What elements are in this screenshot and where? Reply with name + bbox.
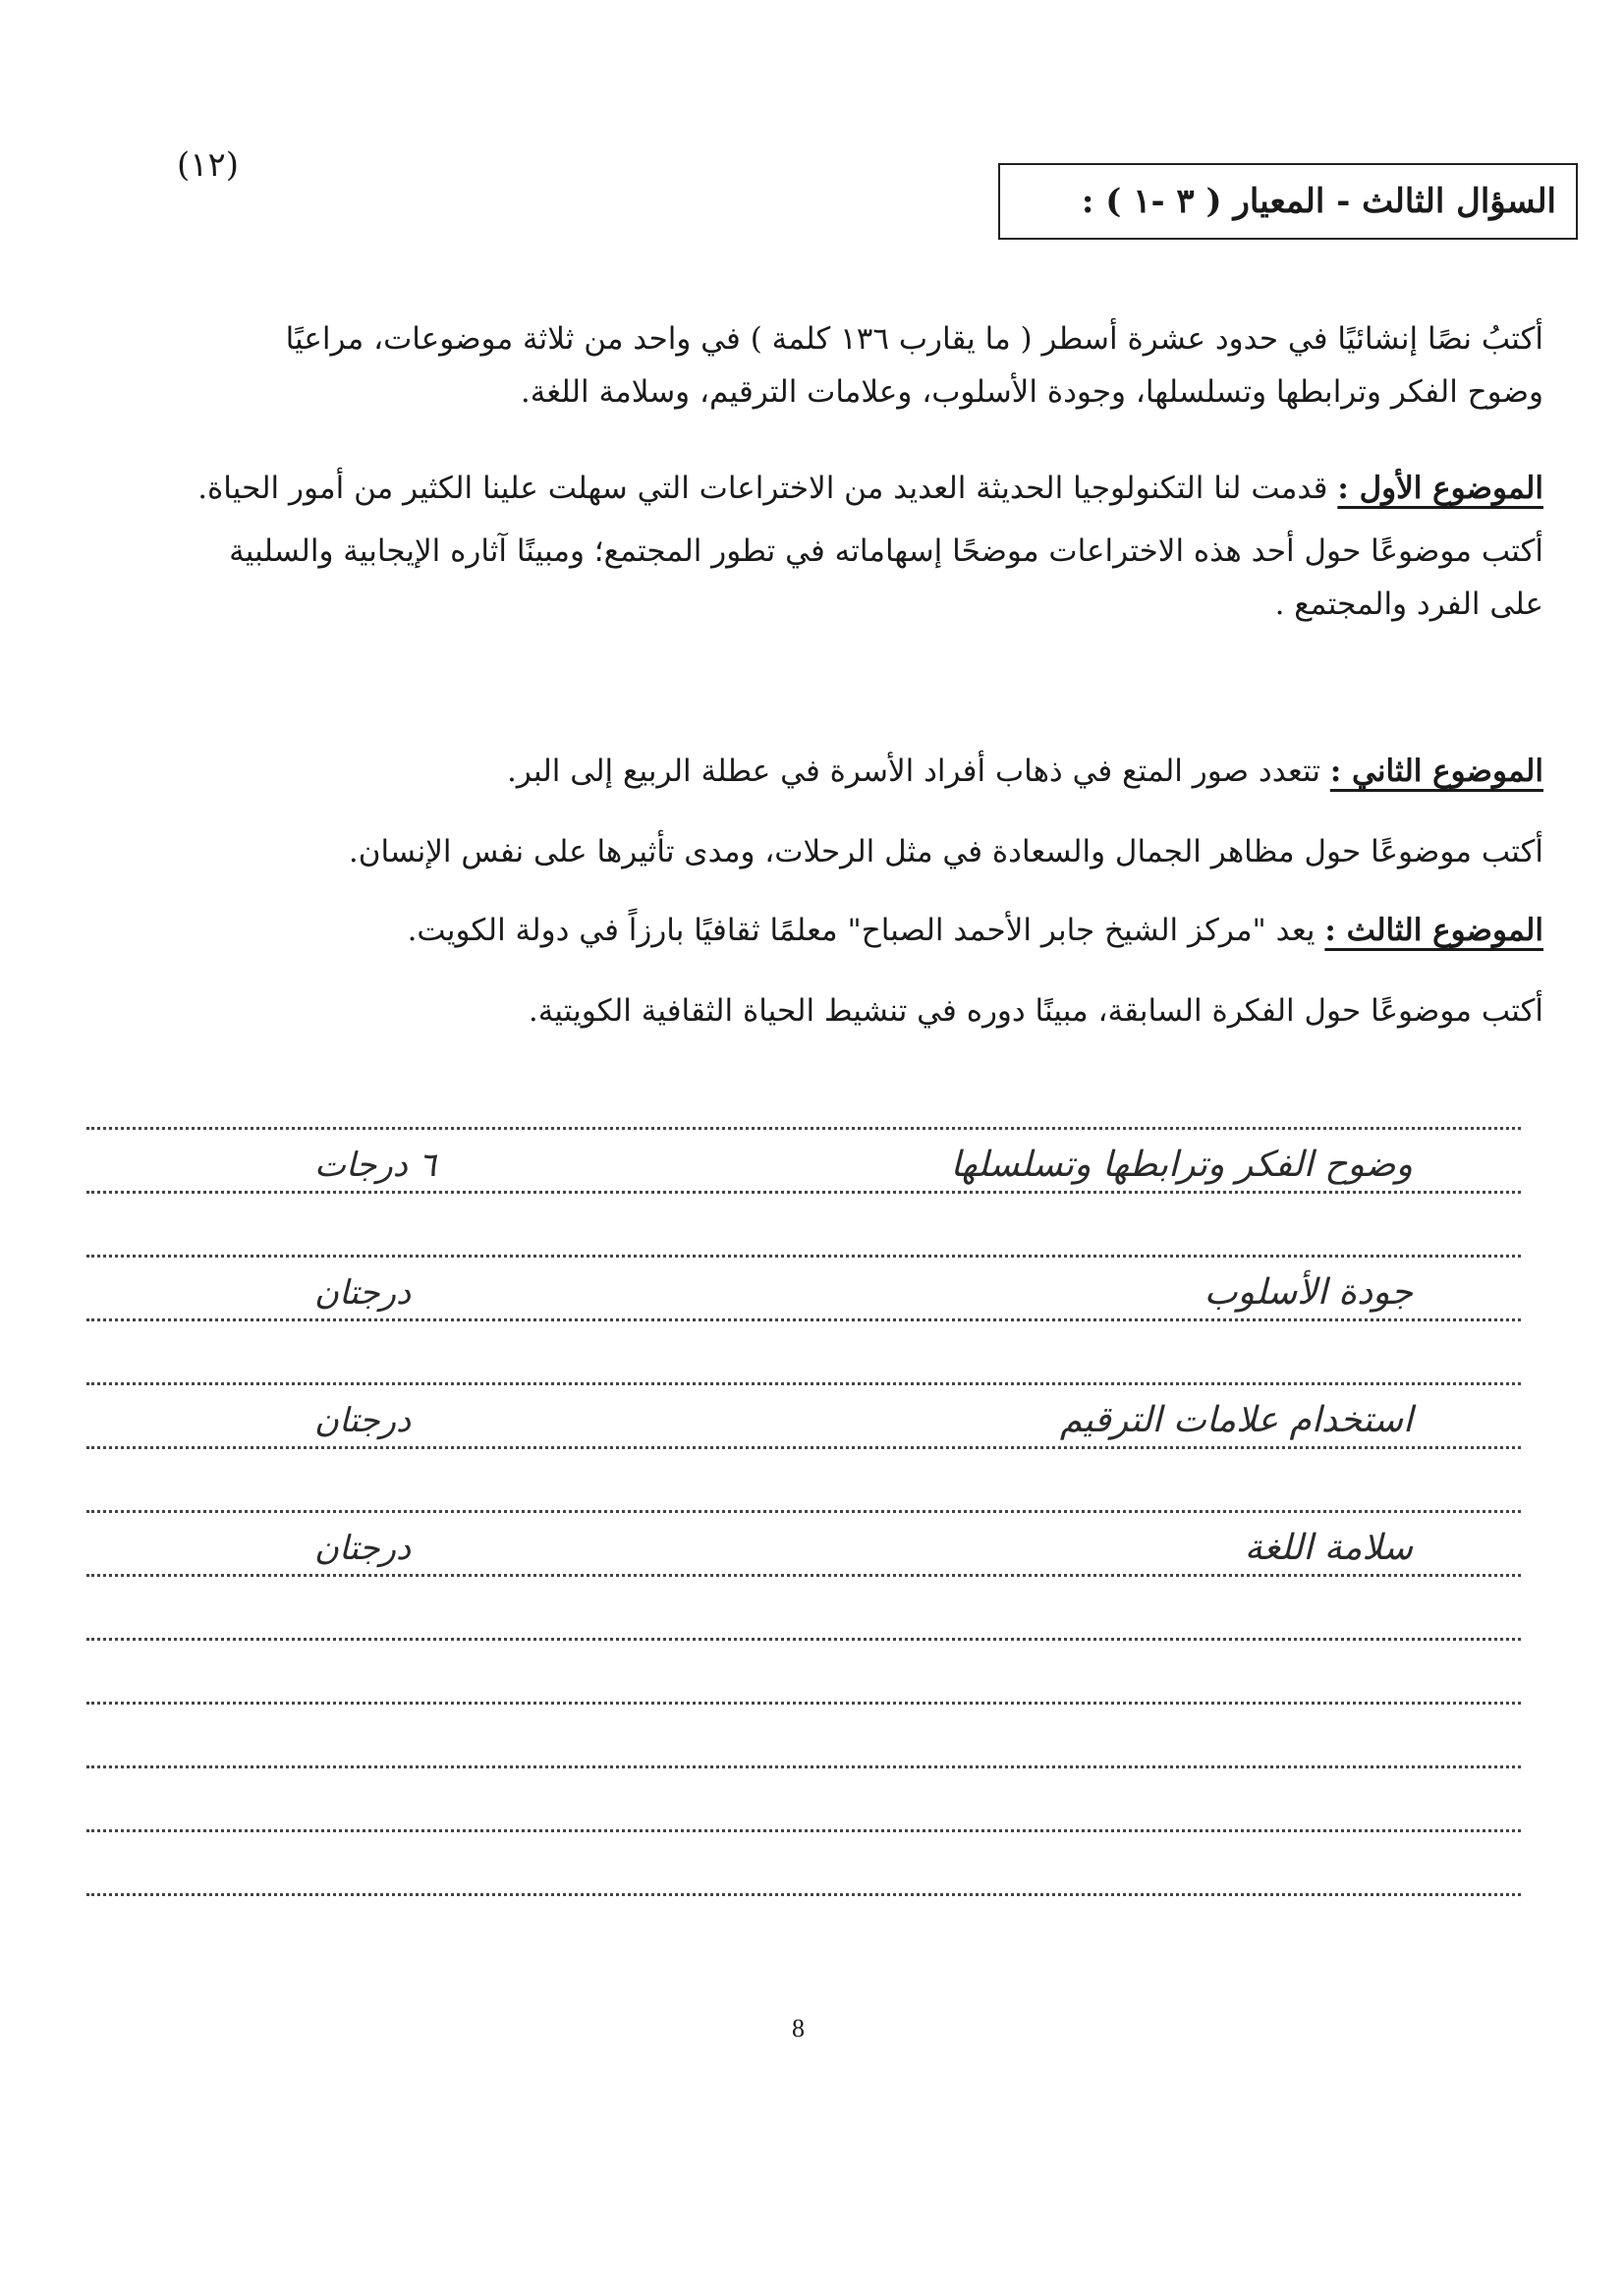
topic-3-text: يعد "مركز الشيخ جابر الأحمد الصباح" معلمًا ثقافيًا بارزاً في دولة الكويت. [407,913,1325,948]
topic-3-label: الموضوع الثالث : [1324,913,1543,948]
handwritten-score: ٦ درجات [314,1146,437,1185]
answer-line [86,1258,1521,1321]
handwritten-criterion: استخدام علامات الترقيم [1059,1400,1413,1440]
topic-2-task: أكتب موضوعًا حول مظاهر الجمال والسعادة في مثل الرحلات، ومدى تأثيرها على نفس الإنسان. [348,834,1543,869]
topic-2-statement [168,745,1543,798]
page-marker: (١٢) [177,145,240,185]
answer-line [86,1385,1521,1449]
topic-1-text: قدمت لنا التكنولوجيا الحديثة العديد من الاختراعات التي سهلت علينا الكثير من أمور الحياة. [197,471,1338,506]
topic-3-statement [168,904,1543,957]
answer-line [86,1832,1521,1896]
handwritten-score: درجتان [314,1529,412,1568]
handwritten-criterion: جودة الأسلوب [1204,1272,1413,1313]
answer-line [86,1130,1521,1194]
answer-line [86,1577,1521,1641]
answer-line [86,1194,1521,1258]
handwritten-score: درجتان [314,1273,412,1313]
handwritten-score: درجتان [314,1401,412,1440]
topic-3 [168,904,1543,1037]
topic-1-statement [168,462,1543,515]
answer-line [86,1449,1521,1513]
topic-2-label: الموضوع الثاني : [1329,754,1543,789]
answer-lines [86,1066,1521,1896]
answer-line [86,1641,1521,1705]
answer-line [86,1705,1521,1768]
topic-1-task: أكتب موضوعًا حول أحد هذه الاختراعات موضحًا إسهاماته في تطور المجتمع؛ ومبينًا آثاره الإيجابية والسلبية على الفرد والمجتمع . [229,533,1543,622]
answer-line [86,1513,1521,1577]
question-title-box [998,163,1578,240]
answer-line [86,1066,1521,1130]
answer-line [86,1768,1521,1832]
instructions [168,312,1543,419]
topic-3-task: أكتب موضوعًا حول الفكرة السابقة، مبينًا دوره في تنشيط الحياة الثقافية الكويتية. [528,993,1543,1029]
instructions-line-2: وضوح الفكر وترابطها وتسلسلها، وجودة الأسلوب، وعلامات الترقيم، وسلامة اللغة. [520,374,1543,410]
handwritten-criterion: سلامة اللغة [1244,1528,1413,1568]
instructions-line-1: أكتبُ نصًا إنشائيًا في حدود عشرة أسطر ( ما يقارب ١٣٦ كلمة ) في واحد من ثلاثة موضوعات، مراعيًا [285,321,1543,357]
topic-2 [168,745,1543,878]
answer-line [86,1321,1521,1385]
question-title: السؤال الثالث - المعيار ( ٣ -١ ) : [1081,182,1556,221]
topic-2-text: تتعدد صور المتع في ذهاب أفراد الأسرة في عطلة الربيع إلى البر. [507,754,1330,789]
topic-1 [168,462,1543,631]
page-number: 8 [792,2014,805,2043]
handwritten-criterion: وضوح الفكر وترابطها وتسلسلها [950,1145,1413,1185]
topic-1-label: الموضوع الأول : [1337,471,1543,506]
